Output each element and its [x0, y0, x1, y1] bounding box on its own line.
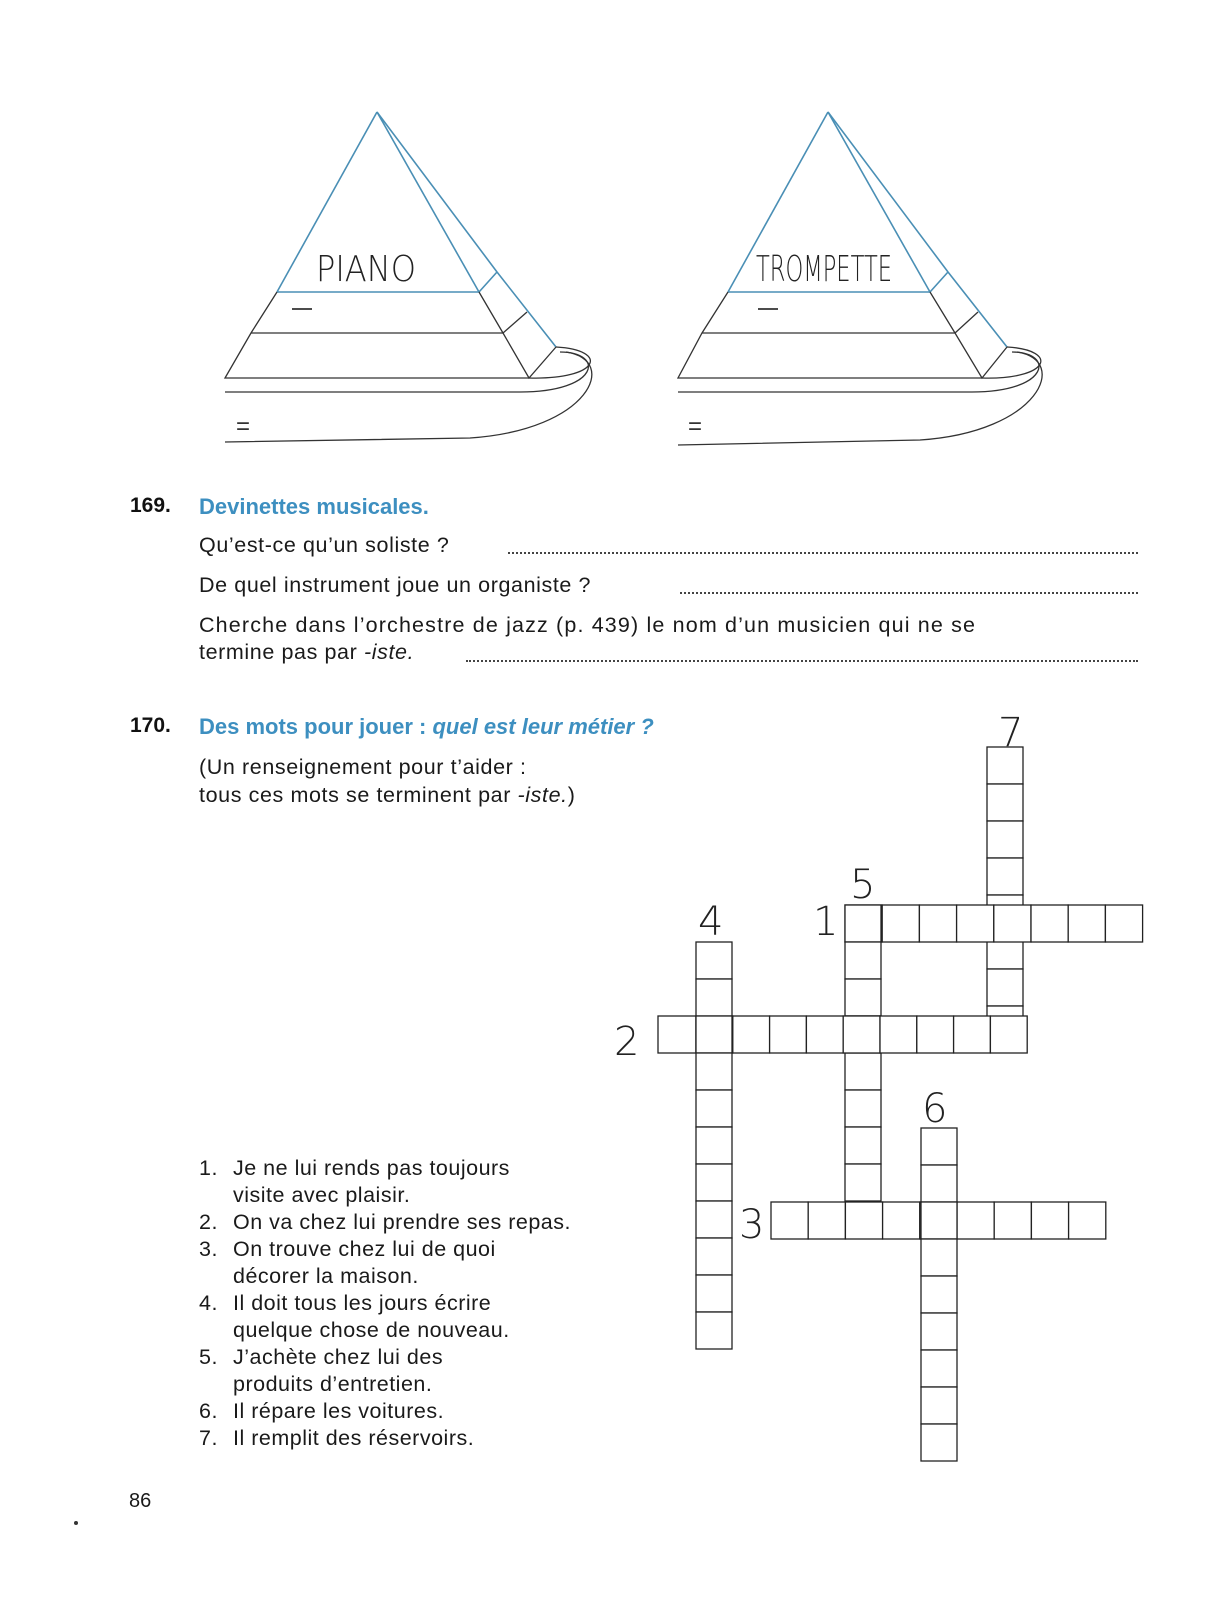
cell-6-2[interactable] [921, 1165, 957, 1202]
cell-1-5[interactable] [994, 905, 1031, 942]
cell-3-2[interactable] [808, 1202, 845, 1239]
cell-5-1[interactable] [845, 905, 881, 942]
cell-4-9[interactable] [696, 1238, 732, 1275]
cell-4-7[interactable] [696, 1164, 732, 1201]
cell-5-3[interactable] [845, 979, 881, 1016]
cell-5-7[interactable] [845, 1127, 881, 1164]
exercise-169-title: Devinettes musicales. [199, 494, 429, 519]
cell-6-3[interactable] [921, 1202, 957, 1239]
pyramid-piano-label: PIANO [316, 249, 416, 290]
hint-close-paren: ) [567, 783, 576, 807]
clue-text: Il répare les voitures. [233, 1399, 445, 1423]
clue-5-cont: produits d’entretien. [233, 1372, 433, 1396]
cell-2-7[interactable] [880, 1016, 917, 1053]
clue-7 [199, 1426, 474, 1451]
cell-4-5[interactable] [696, 1090, 732, 1127]
cell-6-1[interactable] [921, 1128, 957, 1165]
cell-1-4[interactable] [957, 905, 994, 942]
exercise-170-title-question: quel est leur métier ? [432, 714, 654, 739]
clue-number: 2. [199, 1210, 218, 1234]
cell-5-5[interactable] [845, 1053, 881, 1090]
exercise-170-title-main: Des mots pour jouer : [199, 714, 433, 739]
exercise-169-number: 169. [130, 494, 171, 517]
cell-1-7[interactable] [1068, 905, 1105, 942]
cell-2-5[interactable] [806, 1016, 843, 1053]
cell-4-11[interactable] [696, 1312, 732, 1349]
cell-3-9[interactable] [1069, 1202, 1106, 1239]
cell-6-9[interactable] [921, 1424, 957, 1461]
clue-5 [199, 1345, 443, 1370]
clue-number: 7. [199, 1426, 218, 1450]
clue-text: J’achète chez lui des [233, 1345, 444, 1369]
cell-2-8[interactable] [917, 1016, 954, 1053]
cell-3-3[interactable] [845, 1202, 882, 1239]
cell-4-3[interactable] [696, 1016, 732, 1053]
cell-2-9[interactable] [954, 1016, 991, 1053]
clue-number: 3. [199, 1237, 218, 1261]
clue-1 [199, 1156, 510, 1181]
grid-number-1: 1 [813, 899, 839, 945]
hint-text: tous ces mots se terminent par [199, 783, 518, 807]
cell-7-3[interactable] [987, 821, 1023, 858]
clue-text: Je ne lui rends pas toujours [233, 1156, 510, 1180]
cell-6-7[interactable] [921, 1350, 957, 1387]
cell-6-4[interactable] [921, 1239, 957, 1276]
cell-6-6[interactable] [921, 1313, 957, 1350]
grid-number-3: 3 [739, 1202, 765, 1248]
pyramid-trompette-equal: = [688, 413, 703, 440]
pyramid-trompette-label: TROMPETTE [756, 249, 892, 290]
suffix-iste: -iste. [363, 640, 415, 664]
exercise-170-number: 170. [130, 714, 171, 737]
cell-5-6[interactable] [845, 1090, 881, 1127]
grid-number-5: 5 [850, 862, 876, 908]
grid-number-4: 4 [698, 899, 724, 945]
cell-3-1[interactable] [771, 1202, 808, 1239]
cell-1-2[interactable] [882, 905, 919, 942]
clue-text: On va chez lui prendre ses repas. [233, 1210, 571, 1234]
grid-number-6: 6 [922, 1086, 948, 1132]
cell-2-10[interactable] [990, 1016, 1027, 1053]
question-soliste: Qu’est-ce qu’un soliste ? [199, 533, 450, 557]
cell-3-4[interactable] [883, 1202, 920, 1239]
clue-3 [199, 1237, 496, 1262]
cell-4-2[interactable] [696, 979, 732, 1016]
hint-line-1: (Un renseignement pour t’aider : [199, 755, 527, 779]
cell-3-8[interactable] [1031, 1202, 1068, 1239]
question-organiste: De quel instrument joue un organiste ? [199, 573, 592, 597]
cell-4-4[interactable] [696, 1053, 732, 1090]
cell-2-4[interactable] [770, 1016, 807, 1053]
cell-6-8[interactable] [921, 1387, 957, 1424]
cell-5-2[interactable] [845, 942, 881, 979]
cell-4-8[interactable] [696, 1201, 732, 1238]
cell-7-2[interactable] [987, 784, 1023, 821]
cell-3-7[interactable] [994, 1202, 1031, 1239]
cell-3-6[interactable] [957, 1202, 994, 1239]
pyramid-piano-equal: = [236, 413, 251, 440]
question-jazz-text: termine pas par [199, 640, 364, 664]
grid-number-2: 2 [614, 1019, 640, 1065]
cell-5-8[interactable] [845, 1164, 881, 1201]
cell-7-4[interactable] [987, 858, 1023, 895]
cell-4-1[interactable] [696, 942, 732, 979]
clue-1-cont: visite avec plaisir. [233, 1183, 411, 1207]
clue-number: 5. [199, 1345, 218, 1369]
clue-2 [199, 1210, 571, 1235]
clue-6 [199, 1399, 444, 1424]
question-jazz-line-1: Cherche dans l’orchestre de jazz (p. 439) le nom d’un musicien qui ne se [199, 613, 977, 637]
cell-1-8[interactable] [1105, 905, 1142, 942]
cell-6-5[interactable] [921, 1276, 957, 1313]
hint-suffix: -iste. [517, 783, 568, 807]
speck [74, 1521, 78, 1525]
cell-2-3[interactable] [733, 1016, 770, 1053]
clue-text: On trouve chez lui de quoi [233, 1237, 496, 1261]
clue-text: Il remplit des réservoirs. [233, 1426, 475, 1450]
cell-1-6[interactable] [1031, 905, 1068, 942]
clue-4-cont: quelque chose de nouveau. [233, 1318, 510, 1342]
clue-4 [199, 1291, 491, 1316]
cell-2-6[interactable] [843, 1016, 880, 1053]
clue-3-cont: décorer la maison. [233, 1264, 419, 1288]
cell-4-6[interactable] [696, 1127, 732, 1164]
cell-1-3[interactable] [919, 905, 956, 942]
cell-7-7[interactable] [987, 969, 1023, 1006]
page-number: 86 [129, 1490, 152, 1512]
cell-2-1[interactable] [658, 1016, 696, 1053]
clue-number: 1. [199, 1156, 218, 1180]
clue-number: 4. [199, 1291, 218, 1315]
clue-text: Il doit tous les jours écrire [233, 1291, 492, 1315]
cell-4-10[interactable] [696, 1275, 732, 1312]
grid-number-7: 7 [998, 710, 1024, 756]
clue-number: 6. [199, 1399, 218, 1423]
